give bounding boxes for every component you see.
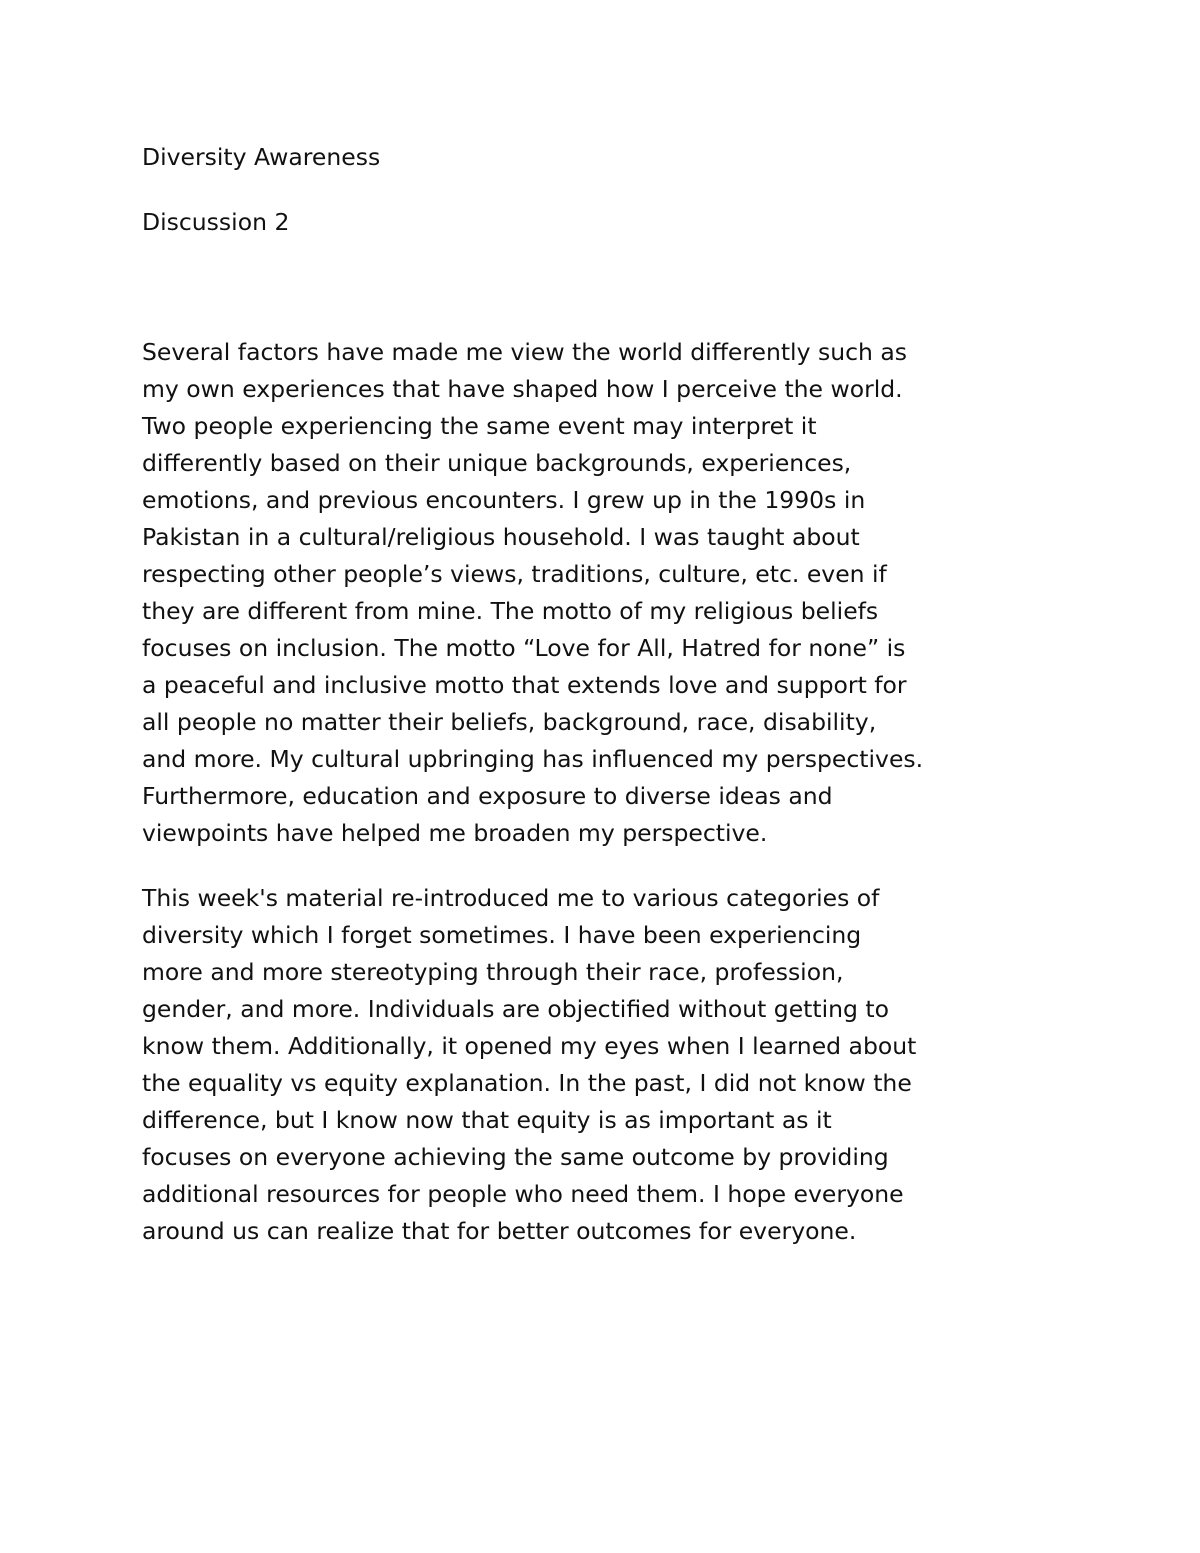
paragraph-line: my own experiences that have shaped how I perceive the world.: [142, 375, 903, 403]
paragraph-line: differently based on their unique backgrounds, experiences,: [142, 449, 852, 477]
paragraph-line: around us can realize that for better outcomes for everyone.: [142, 1217, 857, 1245]
paragraph-line: additional resources for people who need them. I hope everyone: [142, 1180, 904, 1208]
paragraph-line: Furthermore, education and exposure to diverse ideas and: [142, 782, 833, 810]
paragraph-line: viewpoints have helped me broaden my perspective.: [142, 819, 768, 847]
paragraph-1: [142, 334, 923, 852]
paragraph-line: know them. Additionally, it opened my eyes when I learned about: [142, 1032, 917, 1060]
paragraph-line: difference, but I know now that equity is as important as it: [142, 1106, 832, 1134]
paragraph-line: a peaceful and inclusive motto that extends love and support for: [142, 671, 907, 699]
paragraph-line: focuses on everyone achieving the same outcome by providing: [142, 1143, 889, 1171]
paragraph-line: and more. My cultural upbringing has influenced my perspectives.: [142, 745, 924, 773]
paragraph-line: more and more stereotyping through their race, profession,: [142, 958, 844, 986]
paragraph-line: focuses on inclusion. The motto “Love for All, Hatred for none” is: [142, 634, 906, 662]
paragraph-line: the equality vs equity explanation. In the past, I did not know the: [142, 1069, 912, 1097]
paragraph-line: emotions, and previous encounters. I grew up in the 1990s in: [142, 486, 866, 514]
paragraph-line: gender, and more. Individuals are objectified without getting to: [142, 995, 889, 1023]
paragraph-line: they are different from mine. The motto of my religious beliefs: [142, 597, 879, 625]
paragraph-line: Two people experiencing the same event may interpret it: [142, 412, 817, 440]
paragraph-line: Pakistan in a cultural/religious household. I was taught about: [142, 523, 860, 551]
paragraph-line: Several factors have made me view the world differently such as: [142, 338, 908, 366]
paragraph-line: diversity which I forget sometimes. I have been experiencing: [142, 921, 862, 949]
document-title: Diversity Awareness: [142, 143, 381, 171]
document-subtitle: Discussion 2: [142, 208, 290, 236]
paragraph-line: all people no matter their beliefs, background, race, disability,: [142, 708, 877, 736]
paragraph-2: [142, 880, 916, 1250]
paragraph-line: This week's material re-introduced me to various categories of: [142, 884, 880, 912]
paragraph-line: respecting other people’s views, traditions, culture, etc. even if: [142, 560, 887, 588]
